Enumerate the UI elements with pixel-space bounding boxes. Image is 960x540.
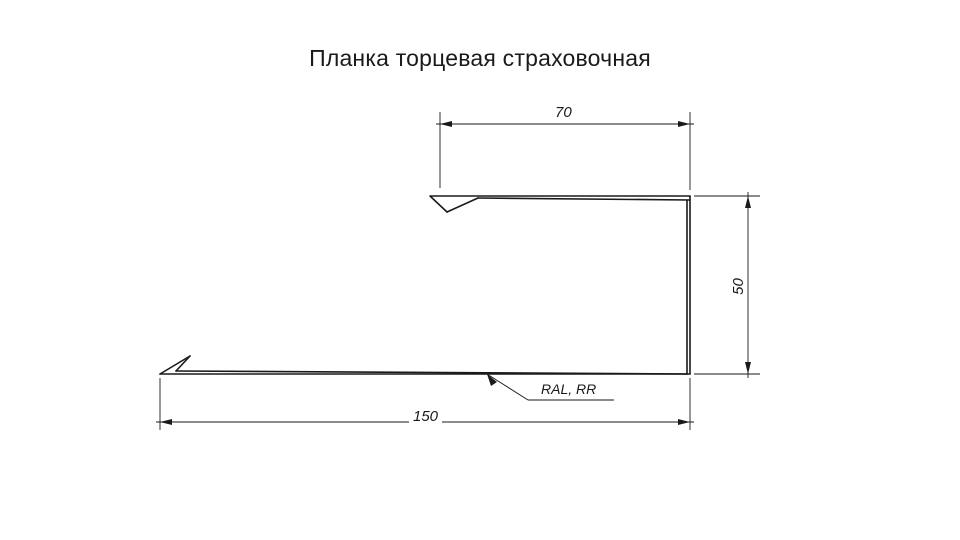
dimension-70	[436, 112, 694, 190]
dimension-label-50: 50	[730, 274, 747, 299]
material-annotation-label: RAL, RR	[537, 381, 600, 397]
dimension-label-70: 70	[551, 104, 576, 121]
dimension-label-150: 150	[409, 408, 442, 425]
profile-outline	[160, 196, 690, 374]
material-leader-arrow	[487, 374, 497, 386]
page-title: Планка торцевая страховочная	[309, 45, 651, 71]
dimension-50	[694, 192, 760, 378]
